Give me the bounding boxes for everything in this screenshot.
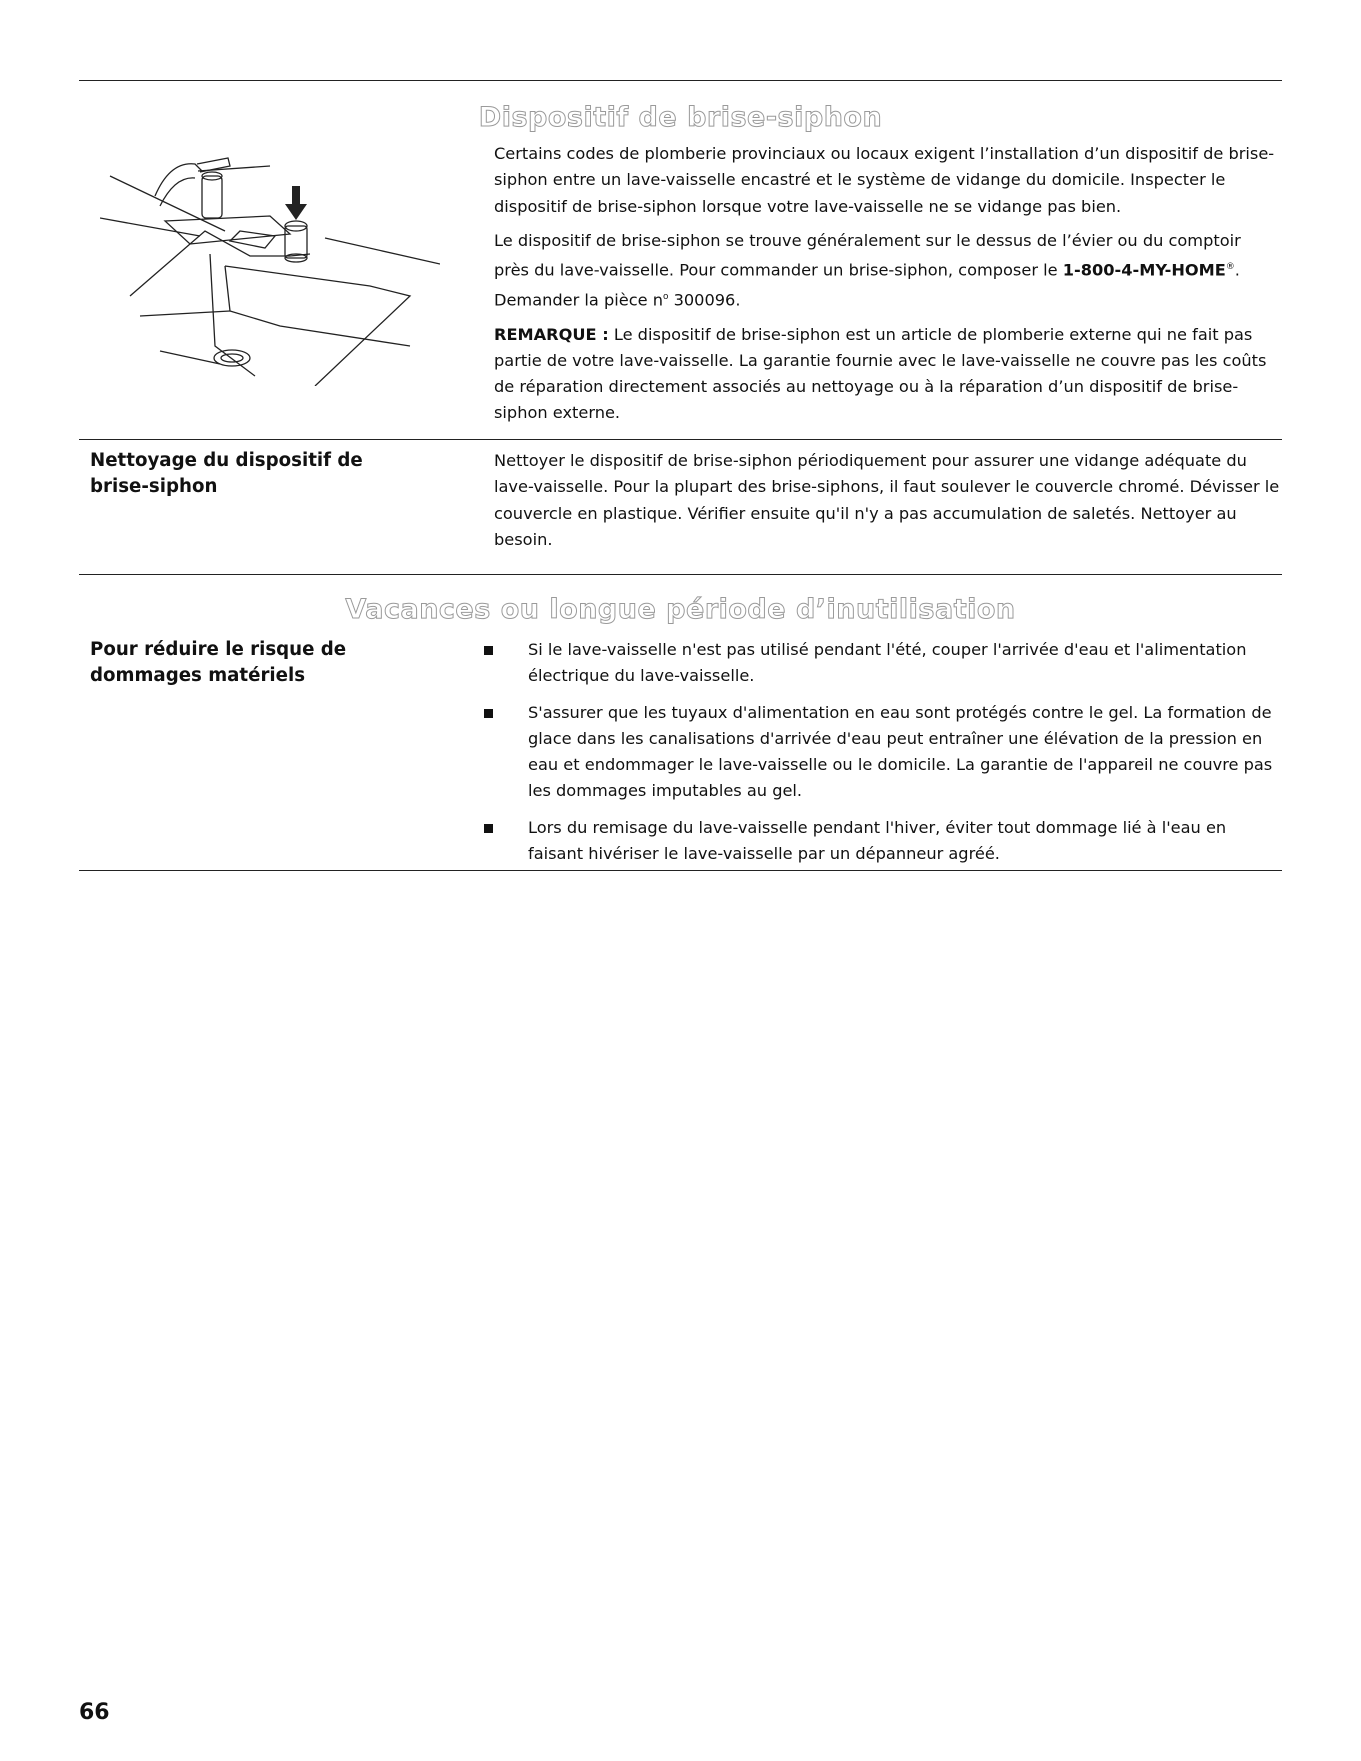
- note-label: REMARQUE :: [494, 324, 609, 344]
- bullet-icon: [484, 824, 493, 833]
- bullet-icon: [484, 709, 493, 718]
- list-item: Lors du remisage du lave-vaisselle pendant l'hiver, éviter tout dommage lié à l'eau en faisant hivériser le lave-vaisselle par un dépanneur agréé.: [484, 815, 1284, 868]
- damage-risk-heading: Pour réduire le risque de dommages matériels: [90, 639, 347, 686]
- phone-number: 1-800-4-MY-HOME: [1062, 260, 1226, 280]
- down-arrow-icon: [285, 186, 307, 220]
- vacation-bullet-list: [484, 637, 1284, 877]
- top-rule: [79, 80, 1282, 81]
- section-rule: [79, 574, 1282, 575]
- list-item: S'assurer que les tuyaux d'alimentation en eau sont protégés contre le gel. La formation de glace dans les canalisations d'arrivée d'eau peut entraîner une élévation de la pression en eau et endommager le lave-vaisselle ou le domicile. La garantie de l'appareil ne couvre pas les dommages imputables au gel.: [484, 700, 1284, 805]
- divider-rule: [79, 439, 1282, 440]
- cleaning-heading: Nettoyage du dispositif de brise-siphon: [90, 450, 363, 497]
- section-title-air-gap: Dispositif de brise-siphon: [478, 102, 883, 133]
- paragraph-note: REMARQUE : Le dispositif de brise-siphon est un article de plomberie externe qui ne fait pas partie de votre lave-vaisselle. La garantie fournie avec le lave-vaisselle ne couvre pas les coûts de réparation directement associés au nettoyage ou à la réparation d’un dispositif de brise-siphon externe.: [494, 324, 1267, 423]
- list-item: Si le lave-vaisselle n'est pas utilisé pendant l'été, couper l'arrivée d'eau et l'alimentation électrique du lave-vaisselle.: [484, 637, 1284, 690]
- cleaning-text: Nettoyer le dispositif de brise-siphon périodiquement pour assurer une vidange adéquate du lave-vaisselle. Pour la plupart des brise-siphons, il faut soulever le couvercle chromé. Dévisser le couvercle en plastique. Vérifier ensuite qu'il n'y a pas accumulation de saletés. Nettoyer au besoin.: [494, 451, 1280, 549]
- air-gap-description: [494, 141, 1280, 435]
- page-number: 66: [79, 1700, 110, 1725]
- paragraph-intro: Certains codes de plomberie provinciaux ou locaux exigent l’installation d’un dispositif de brise-siphon entre un lave-vaisselle encastré et le système de vidange du domicile. Inspecter le dispositif de brise-siphon lorsque votre lave-vaisselle ne se vidange pas bien.: [494, 144, 1275, 216]
- sink-air-gap-illustration: [100, 136, 440, 386]
- bullet-icon: [484, 646, 493, 655]
- bottom-rule: [79, 870, 1282, 871]
- paragraph-location: Le dispositif de brise-siphon se trouve généralement sur le dessus de l’évier ou du comptoir près du lave-vaisselle. Pour commander un brise-siphon, composer le 1-800-4-MY-HOME®. Demander la pièce $n^o$ 300096.: [494, 230, 1241, 310]
- section-title-vacation: Vacances ou longue période d’inutilisation: [345, 594, 1016, 625]
